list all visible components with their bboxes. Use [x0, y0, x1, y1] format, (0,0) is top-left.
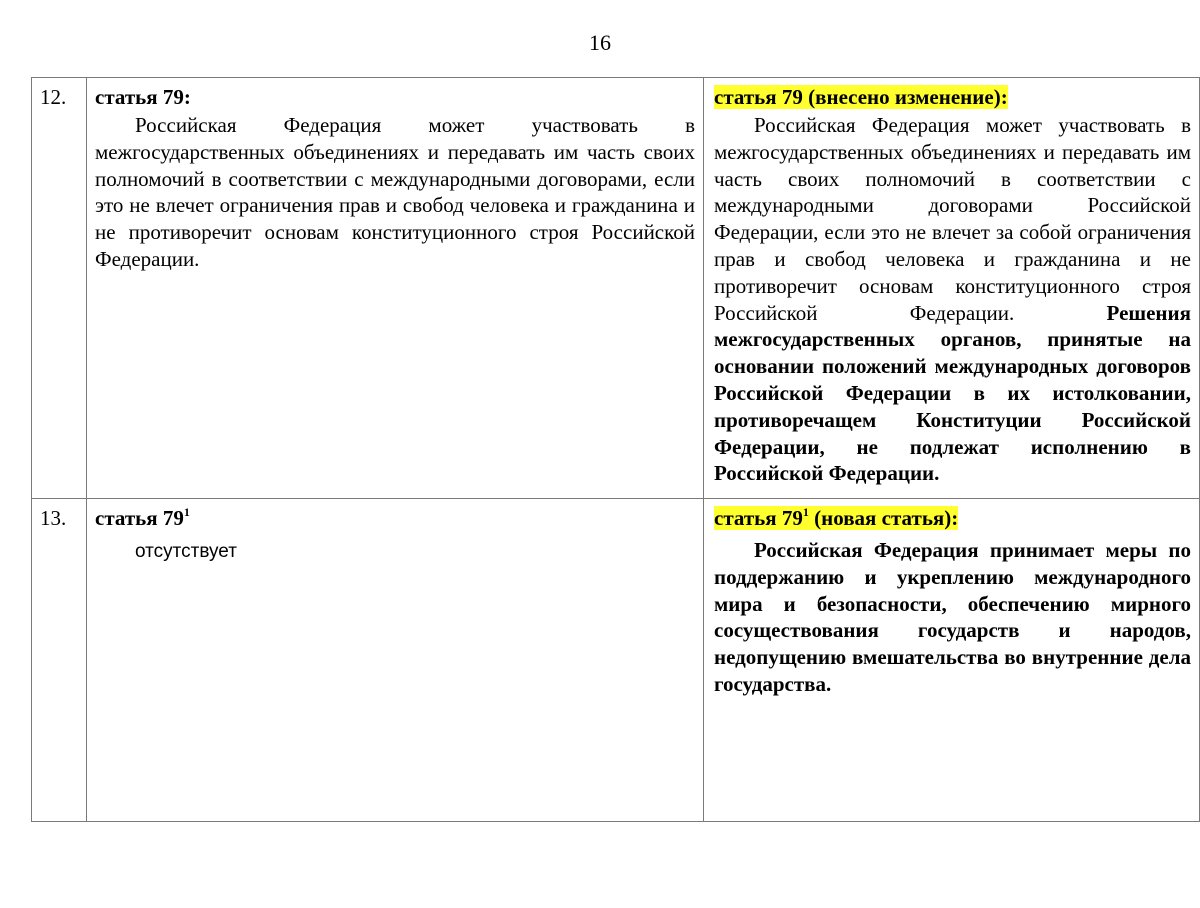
new-article-heading	[714, 84, 1191, 110]
new-article-heading-suffix: (новая статья):	[808, 506, 959, 530]
old-article-heading: статья 79:	[95, 85, 191, 109]
highlighted-heading	[714, 506, 958, 530]
table-row	[32, 78, 1200, 499]
highlighted-heading: статья 79 (внесено изменение):	[714, 85, 1008, 109]
new-text-cell	[704, 499, 1200, 822]
table-row	[32, 499, 1200, 822]
new-article-heading-text: статья 79	[714, 506, 803, 530]
old-text-cell	[87, 78, 704, 499]
new-text-cell	[704, 78, 1200, 499]
new-article-text	[714, 112, 1191, 487]
new-article-heading-sup: 1	[802, 505, 809, 519]
new-article-text: Российская Федерация принимает меры по поддержанию и укреплению международного мира и безопасности, обеспечению мирного сосуществования государств и народов, недопущению вмешательства во внутренние дела государства.	[714, 538, 1191, 696]
new-article-heading	[714, 505, 1191, 531]
new-article-text-added: Решения межгосударственных органов, принятые на основании положений международных договоров Российской Федерации в их истолковании, противоречащем Конституции Российской Федерации, не подлежат исполнению в Российской Федерации.	[714, 300, 1191, 486]
page-number: 16	[589, 30, 611, 55]
old-text-cell	[87, 499, 704, 822]
old-article-heading-sup: 1	[183, 505, 190, 519]
new-article-text-regular: Российская Федерация может участвовать в межгосударственных объединениях и передавать им часть своих полномочий в соответствии с международными договорами Российской Федерации, если это не влечет за собой ограничения прав и свобод человека и гражданина и не противоречит основам конституционного строя Российской Федерации.	[714, 113, 1191, 325]
old-article-text: Российская Федерация может участвовать в межгосударственных объединениях и передавать им часть своих полномочий в соответствии с международными договорами, если это не влечет ограничения прав и свобод человека и гражданина и не противоречит основам конституционного строя Российской Федерации.	[95, 113, 695, 271]
old-article-text: отсутствует	[135, 541, 237, 562]
old-article-heading-text: статья 79	[95, 506, 184, 530]
row-number: 13.	[32, 499, 87, 822]
old-article-heading	[95, 505, 695, 531]
row-number: 12.	[32, 78, 87, 499]
comparison-table	[31, 77, 1200, 822]
